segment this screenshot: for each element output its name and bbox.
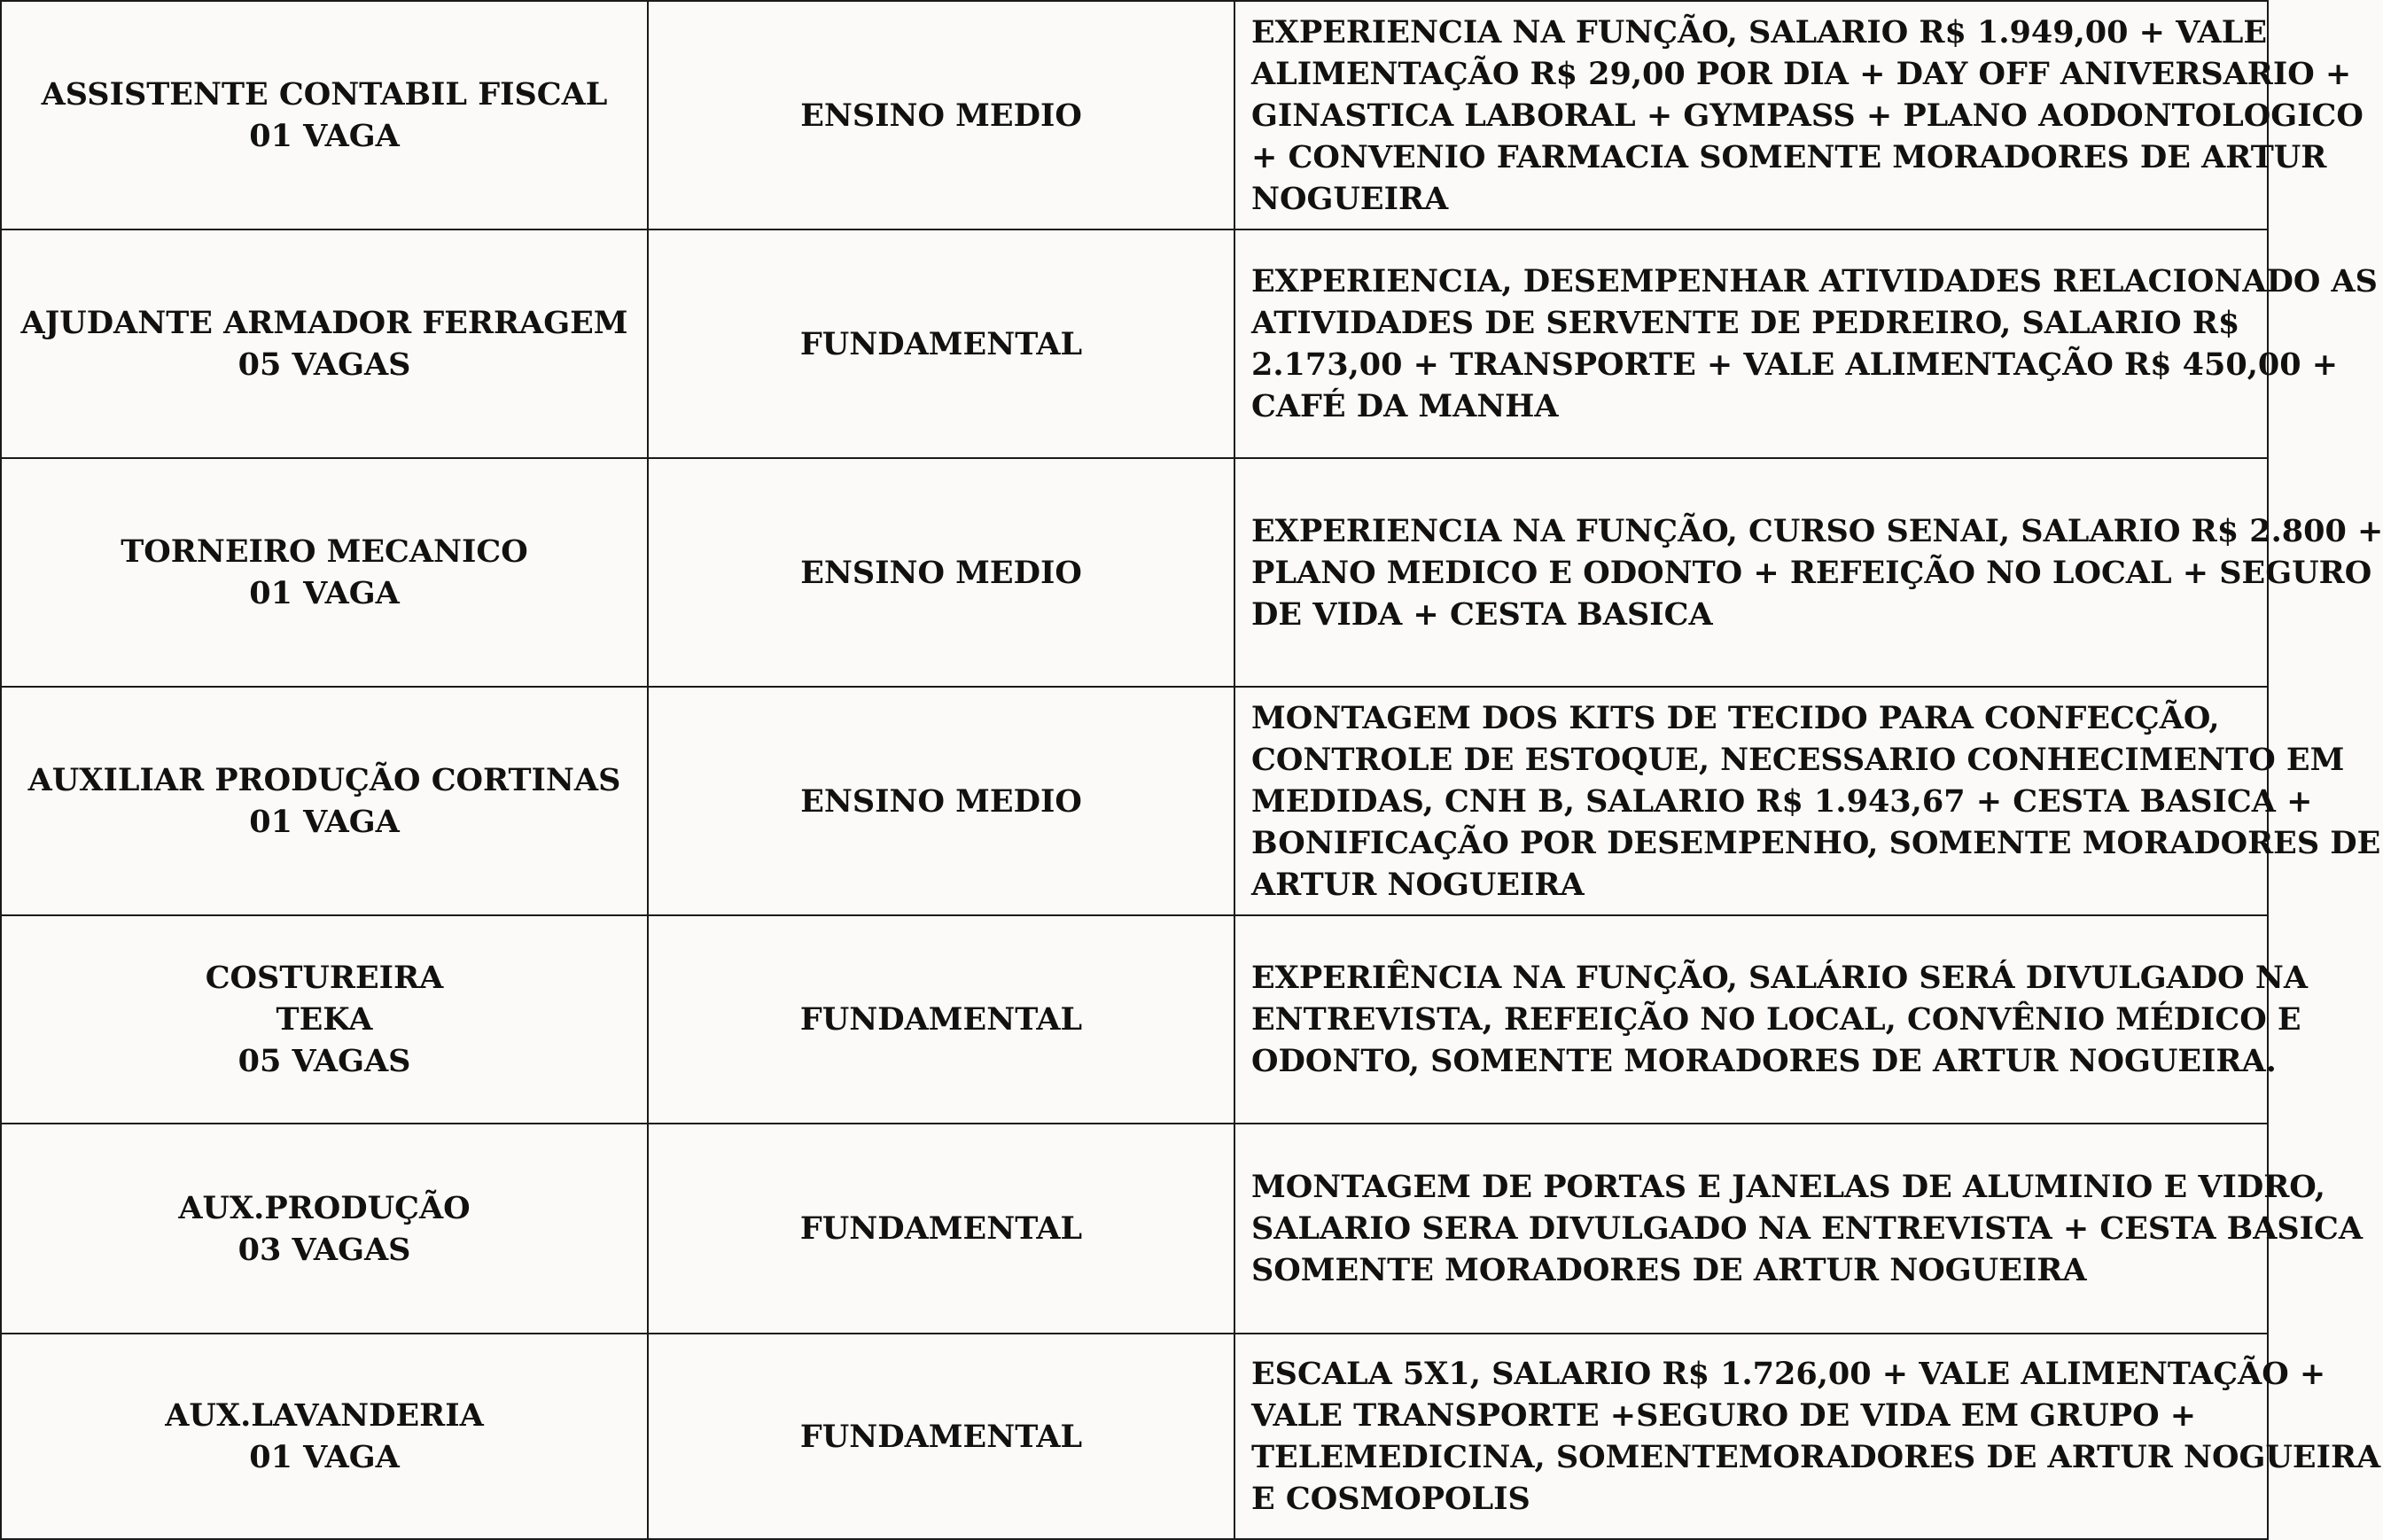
job-title-cell	[1, 915, 648, 1124]
description-line: DE VIDA + CESTA BASICA	[1251, 595, 1713, 633]
description-line: ARTUR NOGUEIRA	[1251, 866, 1585, 903]
table-row	[1, 229, 2268, 458]
description-line: MEDIDAS, CNH B, SALARIO R$ 1.943,67 + CESTA BASICA +	[1251, 782, 2313, 820]
education-cell: ENSINO MEDIO	[648, 1, 1234, 229]
vacancy-count: 01 VAGA	[249, 804, 400, 840]
education-cell: ENSINO MEDIO	[648, 458, 1234, 687]
description-line: CAFÉ DA MANHA	[1251, 388, 1559, 424]
description-line: EXPERIENCIA, DESEMPENHAR ATIVIDADES RELACIONADO AS	[1251, 263, 2378, 299]
description-line: ODONTO, SOMENTE MORADORES DE ARTUR NOGUEIRA.	[1251, 1043, 2277, 1079]
job-title: AUX.LAVANDERIA	[165, 1397, 484, 1434]
description-cell	[1234, 687, 2381, 915]
education-cell: FUNDAMENTAL	[648, 1334, 1234, 1539]
description-cell	[1234, 229, 2378, 458]
description-cell	[1234, 1, 2364, 229]
description-line: ATIVIDADES DE SERVENTE DE PEDREIRO, SALARIO R$	[1251, 305, 2240, 341]
vacancy-count: 03 VAGAS	[238, 1231, 411, 1268]
company-name: TEKA	[276, 1001, 373, 1038]
job-title-cell	[1, 1334, 648, 1539]
description-line: 2.173,00 + TRANSPORTE + VALE ALIMENTAÇÃO R$ 450,00 +	[1251, 346, 2339, 383]
description-line: ALIMENTAÇÃO R$ 29,00 POR DIA + DAY OFF ANIVERSARIO +	[1251, 55, 2352, 92]
job-title: COSTUREIRA	[205, 960, 444, 996]
description-line: ENTREVISTA, REFEIÇÃO NO LOCAL, CONVÊNIO MÉDICO E	[1251, 1001, 2301, 1038]
description-line: CONTROLE DE ESTOQUE, NECESSARIO CONHECIMENTO EM	[1251, 741, 2345, 778]
job-title-cell	[1, 229, 648, 458]
job-title: TORNEIRO MECANICO	[121, 533, 528, 570]
description-cell	[1234, 915, 2308, 1124]
description-line: EXPERIENCIA NA FUNÇÃO, CURSO SENAI, SALARIO R$ 2.800 +	[1251, 512, 2383, 549]
table-row	[1, 687, 2268, 915]
description-line: MONTAGEM DOS KITS DE TECIDO PARA CONFECÇÃO,	[1251, 699, 2220, 736]
vacancy-count: 05 VAGAS	[238, 346, 411, 383]
education-cell: ENSINO MEDIO	[648, 687, 1234, 915]
description-line: SOMENTE MORADORES DE ARTUR NOGUEIRA	[1251, 1252, 2087, 1288]
job-title-cell	[1, 1124, 648, 1334]
job-title-cell	[1, 687, 648, 915]
job-title: ASSISTENTE CONTABIL FISCAL	[41, 76, 608, 113]
job-title: AUXILIAR PRODUÇÃO CORTINAS	[27, 762, 621, 798]
table-row	[1, 915, 2268, 1124]
description-line: PLANO MEDICO E ODONTO + REFEIÇÃO NO LOCAL + SEGURO	[1251, 554, 2372, 591]
description-cell	[1234, 458, 2383, 687]
description-line: E COSMOPOLIS	[1251, 1481, 1530, 1517]
education-cell: FUNDAMENTAL	[648, 915, 1234, 1124]
job-title: AUX.PRODUÇÃO	[178, 1189, 471, 1226]
description-line: SALARIO SERA DIVULGADO NA ENTREVISTA + CESTA BASICA	[1251, 1210, 2364, 1247]
education-cell: FUNDAMENTAL	[648, 1124, 1234, 1334]
description-line: EXPERIENCIA NA FUNÇÃO, SALARIO R$ 1.949,00 + VALE	[1251, 13, 2268, 51]
job-title: AJUDANTE ARMADOR FERRAGEM	[20, 305, 628, 341]
table-row	[1, 1, 2268, 229]
description-line: BONIFICAÇÃO POR DESEMPENHO, SOMENTE MORADORES DE	[1251, 824, 2381, 861]
vacancy-count: 01 VAGA	[249, 1439, 400, 1475]
description-line: GINASTICA LABORAL + GYMPASS + PLANO AODONTOLOGICO	[1251, 97, 2364, 134]
description-cell	[1234, 1334, 2381, 1539]
description-line: ESCALA 5X1, SALARIO R$ 1.726,00 + VALE ALIMENTAÇÃO +	[1251, 1356, 2326, 1392]
job-title-cell	[1, 458, 648, 687]
vacancy-count: 01 VAGA	[249, 118, 400, 154]
job-title-cell	[1, 1, 648, 229]
table-row	[1, 1334, 2268, 1539]
vacancy-count: 05 VAGAS	[238, 1043, 411, 1079]
description-line: MONTAGEM DE PORTAS E JANELAS DE ALUMINIO E VIDRO,	[1251, 1169, 2325, 1205]
description-line: + CONVENIO FARMACIA SOMENTE MORADORES DE ARTUR	[1251, 138, 2327, 175]
vacancy-count: 01 VAGA	[249, 575, 400, 611]
description-line: NOGUEIRA	[1251, 180, 1449, 217]
description-cell	[1234, 1124, 2364, 1334]
description-line: EXPERIÊNCIA NA FUNÇÃO, SALÁRIO SERÁ DIVULGADO NA	[1251, 960, 2308, 996]
description-line: VALE TRANSPORTE +SEGURO DE VIDA EM GRUPO +	[1251, 1397, 2197, 1434]
description-line: TELEMEDICINA, SOMENTEMORADORES DE ARTUR NOGUEIRA	[1251, 1439, 2381, 1475]
education-cell: FUNDAMENTAL	[648, 229, 1234, 458]
table-row	[1, 1124, 2268, 1334]
table-row	[1, 458, 2268, 687]
